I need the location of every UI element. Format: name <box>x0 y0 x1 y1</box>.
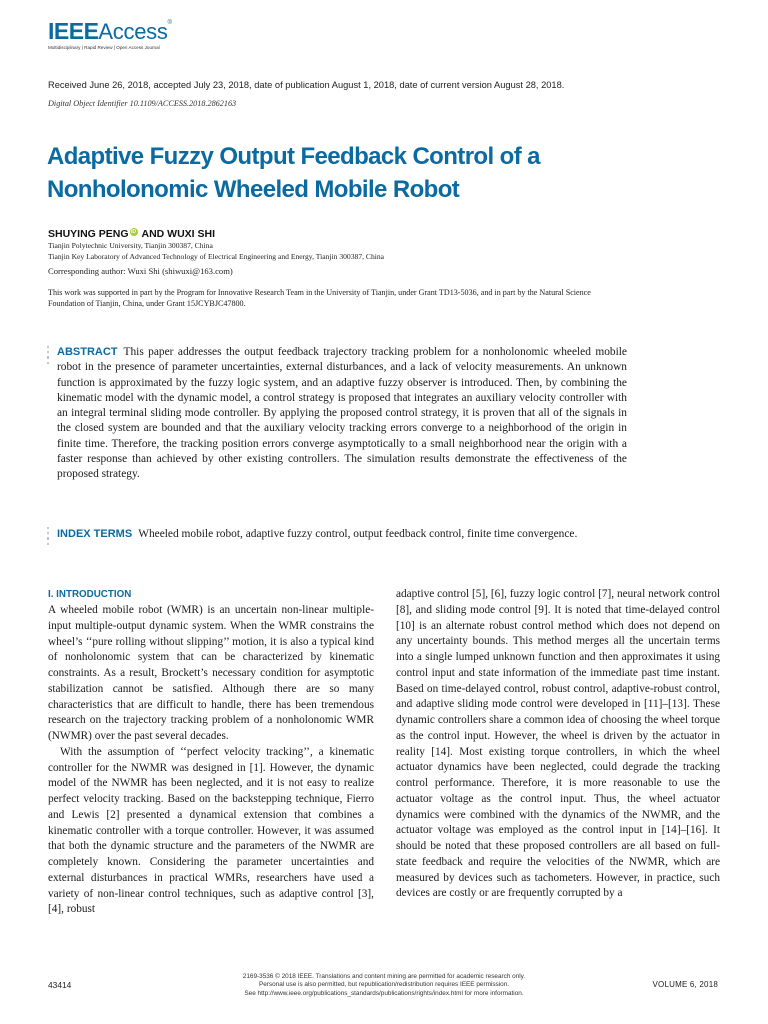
copyright-line-1: 2169-3536 © 2018 IEEE. Translations and content mining are permitted for academic research only. <box>242 973 526 980</box>
abstract-dots-icon <box>45 346 51 364</box>
paper-title-line-1: Adaptive Fuzzy Output Feedback Control of a <box>47 143 540 170</box>
orcid-icon[interactable]: iD <box>131 229 137 235</box>
publication-dates: Received June 26, 2018, accepted July 23, 2018, date of publication August 1, 2018, date of current version August 28, 2018. <box>48 80 565 90</box>
journal-tagline: Multidisciplinary | Rapid Review | Open Access Journal <box>48 45 160 50</box>
index-terms-label: INDEX TERMS <box>57 528 133 540</box>
logo-access-text: Access <box>98 19 168 44</box>
page-number: 43414 <box>48 980 72 990</box>
index-terms-block <box>57 526 627 542</box>
paper-title <box>47 140 687 206</box>
logo-ieee-text: IEEE <box>48 18 99 44</box>
body-column-left <box>48 587 374 918</box>
affiliation-2: Tianjin Key Laboratory of Advanced Technology of Electrical Engineering and Energy, Tianjin 300387, China <box>48 252 385 261</box>
author-name-2: AND WUXI SHI <box>141 228 216 240</box>
copyright-line-3: See http://www.ieee.org/publications_standards/publications/rights/index.html for more information. <box>244 989 524 997</box>
abstract-label: ABSTRACT <box>57 346 118 358</box>
affiliation-1: Tianjin Polytechnic University, Tianjin 300387, China <box>48 241 213 250</box>
logo-trademark: ® <box>167 20 172 26</box>
index-terms-dots-icon <box>45 527 51 545</box>
copyright-line-2: Personal use is also permitted, but republication/redistribution requires IEEE permission. <box>258 981 510 989</box>
corresponding-author: Corresponding author: Wuxi Shi (shiwuxi@163.com) <box>48 266 233 276</box>
index-terms-text: Wheeled mobile robot, adaptive fuzzy control, output feedback control, finite time convergence. <box>138 528 578 540</box>
author-list <box>48 228 215 240</box>
doi-identifier: Digital Object Identifier 10.1109/ACCESS.2018.2862163 <box>48 99 237 108</box>
paper-title-line-2: Nonholonomic Wheeled Mobile Robot <box>47 176 460 203</box>
copyright-notice <box>180 973 588 998</box>
section-heading-introduction: I. INTRODUCTION <box>48 589 132 600</box>
paragraph-intro-1: A wheeled mobile robot (WMR) is an uncertain non-linear multiple-input multiple-output dynamic system. When the WMR constrains the wheel’s ‘‘pure rolling without slipping’’ motion, it is also a typical kind of nonholonomic system that can be characterized by kinematic constraints. As a result, Brockett’s necessary condition for asymptotic stabilization cannot be satisfied. Although there are so many characteristics that are difficult to handle, there has been tremendous research on the trajectory tracking problem of a nonholonomic WMR (NWMR) over the past several decades. <box>48 604 374 742</box>
author-name-1: SHUYING PENG <box>48 228 129 240</box>
paragraph-intro-2: With the assumption of ‘‘perfect velocity tracking’’, a kinematic controller for the NWMR was designed in [1]. However, the dynamic model of the NWMR has been neglected, and it is not easy to realize perfect velocity tracking. Based on the backstepping technique, Fierro and Lewis [2] presented a dynamical extension that combines a kinematic controller with a torque controller. However, it was assumed that both the dynamic structure and the parameters of the NWMR are completely known. Considering the parameter uncertainties and external disturbances in practical WMRs, researchers have used a variety of non-linear control techniques, such as adaptive control [3], [4], robust <box>48 745 374 916</box>
funding-note: This work was supported in part by the Program for Innovative Research Team in the University of Tianjin, under Grant TD13-5036, and in part by the Natural Science Foundation of Tianjin, China, under Grant 15JCYBJC47800. <box>48 288 591 308</box>
body-column-right <box>396 587 720 902</box>
journal-logo <box>48 20 172 43</box>
paragraph-intro-3: adaptive control [5], [6], fuzzy logic control [7], neural network control [8], and sliding mode control [9]. It is noted that time-delayed control [10] is an alternate robust control method which does not depend on any uncertainty bounds. This method merges all the uncertain terms into a single lumped unknown function and then approximates it using control input and state information of the immediate past time instant. Based on time-delayed control, robust control, adaptive-robust control, and adaptive sliding mode control were developed in [11]–[13]. These dynamic controllers share a common idea of choosing the wheel torque as the control input. However, the wheel is driven by the actuator in reality [14]. Most existing torque controllers, in which the wheel actuator dynamics have been neglected, could degrade the tracking control performance. Therefore, it is more reasonable to use the actuator voltage as the control input. Thus, the wheel actuator dynamics were combined with the dynamics of the NWMR, and the actuator voltage was employed as the control input in [14]–[16]. It should be noted that these proposed controllers are all based on full-state feedback and require the velocities of the NWMR, which are measured by devices such as tachometers. However, in practice, such devices are costly or are frequently corrupted by a <box>396 588 720 900</box>
abstract-block <box>57 345 627 483</box>
abstract-text: This paper addresses the output feedback trajectory tracking problem for a nonholonomic wheeled mobile robot in the presence of parameter uncertainties, external disturbances, and a lack of velocity measurements. An unknown function is approximated by the fuzzy logic system, and an adaptive fuzzy observer is introduced. Then, by combining the kinematic model with the dynamic model, a control strategy is proposed that integrates an auxiliary velocity controller with an integral terminal sliding mode controller. By applying the proposed control strategy, it is proven that all of the signals in the closed system are bounded and that the auxiliary velocity tracking errors converge to a neighborhood of the origin in finite time. Therefore, the tracking position errors converge asymptotically to a small neighborhood near the origin with a faster response than achieved by other existing controllers. The simulation results demonstrate the effectiveness of the proposed strategy. <box>57 346 627 481</box>
volume-label: VOLUME 6, 2018 <box>652 980 718 989</box>
